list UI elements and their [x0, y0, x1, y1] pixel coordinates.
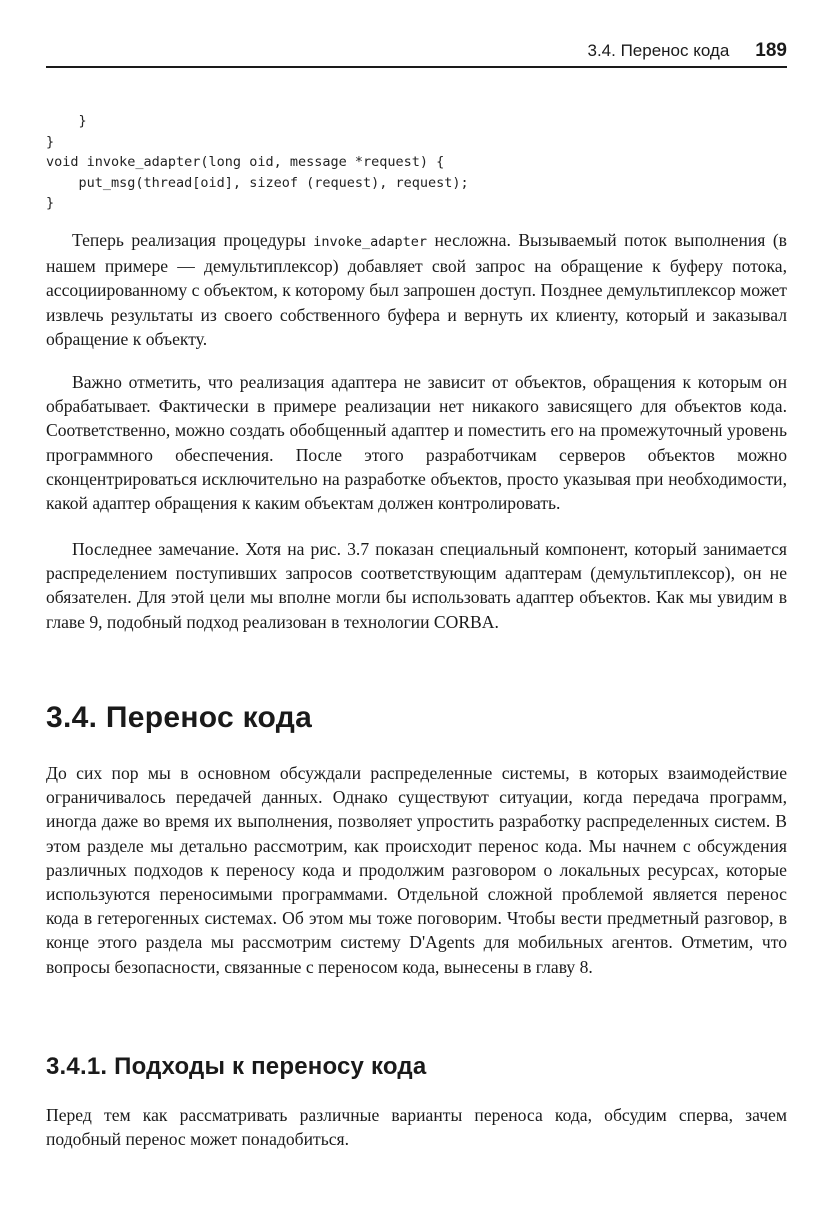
page-number: 189 — [755, 40, 787, 61]
paragraph-invoke-adapter — [46, 228, 787, 351]
paragraph-text: Теперь реализация процедуры — [72, 230, 314, 250]
section-heading: 3.4. Перенос кода — [46, 701, 313, 734]
paragraph-section-intro: До сих пор мы в основном обсуждали распределенные системы, в которых взаимодействие ограничивалось передачей данных. Однако существуют ситуации, когда передача программ, иногда даже во время их выполнения, позволяет упростить разработку распределенных систем. В этом разделе мы детально рассмотрим, как происходит перенос кода. Мы начнем с обсуждения различных подходов к переносу кода и продолжим разговором о локальных ресурсах, которые используются переносимыми программами. Отдельной сложной проблемой является перенос кода в гетерогенных системах. Об этом мы тоже поговорим. Чтобы вести предметный разговор, в конце этого раздела мы рассмотрим систему D'Agents для мобильных агентов. Отметим, что вопросы безопасности, связанные с переносом кода, вынесены в главу 8. — [46, 763, 787, 977]
paragraph-subsection-intro: Перед тем как рассматривать различные варианты переноса кода, обсудим сперва, зачем подобный перенос может понадобиться. — [46, 1105, 787, 1150]
paragraph-last-remark: Последнее замечание. Хотя на рис. 3.7 показан специальный компонент, который занимается распределением поступивших запросов соответствующим адаптерам (демультиплексор), он не обязателен. Для этой цели мы вполне могли бы использовать адаптер объектов. Как мы увидим в главе 9, подобный подход реализован в технологии CORBA. — [46, 539, 787, 632]
subsection-heading: 3.4.1. Подходы к переносу кода — [46, 1053, 427, 1080]
paragraph-text: несложна. Вызываемый поток выполнения (в нашем примере — демультиплексор) добавляет свой запрос на обращение к буферу потока, ассоциированному с объектом, к которому был запрошен доступ. Позднее демультиплексор может извлечь результаты из своего собственного буфера и вернуть их клиенту, который и заказывал обращение к объекту. — [46, 230, 787, 349]
book-page — [46, 0, 787, 1229]
running-header — [46, 36, 787, 68]
code-listing: } } void invoke_adapter(long oid, message *request) { put_msg(thread[oid], sizeof (request), request); } — [46, 113, 469, 211]
running-header-title: 3.4. Перенос кода — [587, 41, 730, 60]
paragraph-adapter-independence: Важно отметить, что реализация адаптера не зависит от объектов, обращения к которым он обрабатывает. Фактически в примере реализации нет никакого зависящего для объектов кода. Соответственно, можно создать обобщенный адаптер и поместить его на промежуточный уровень программного обеспечения. После этого разработчикам серверов объектов можно сконцентрироваться исключительно на разработке объектов, просто указывая при необходимости, какой адаптер обращения к каким объектам должен контролировать. — [46, 372, 787, 514]
inline-code: invoke_adapter — [313, 234, 428, 250]
